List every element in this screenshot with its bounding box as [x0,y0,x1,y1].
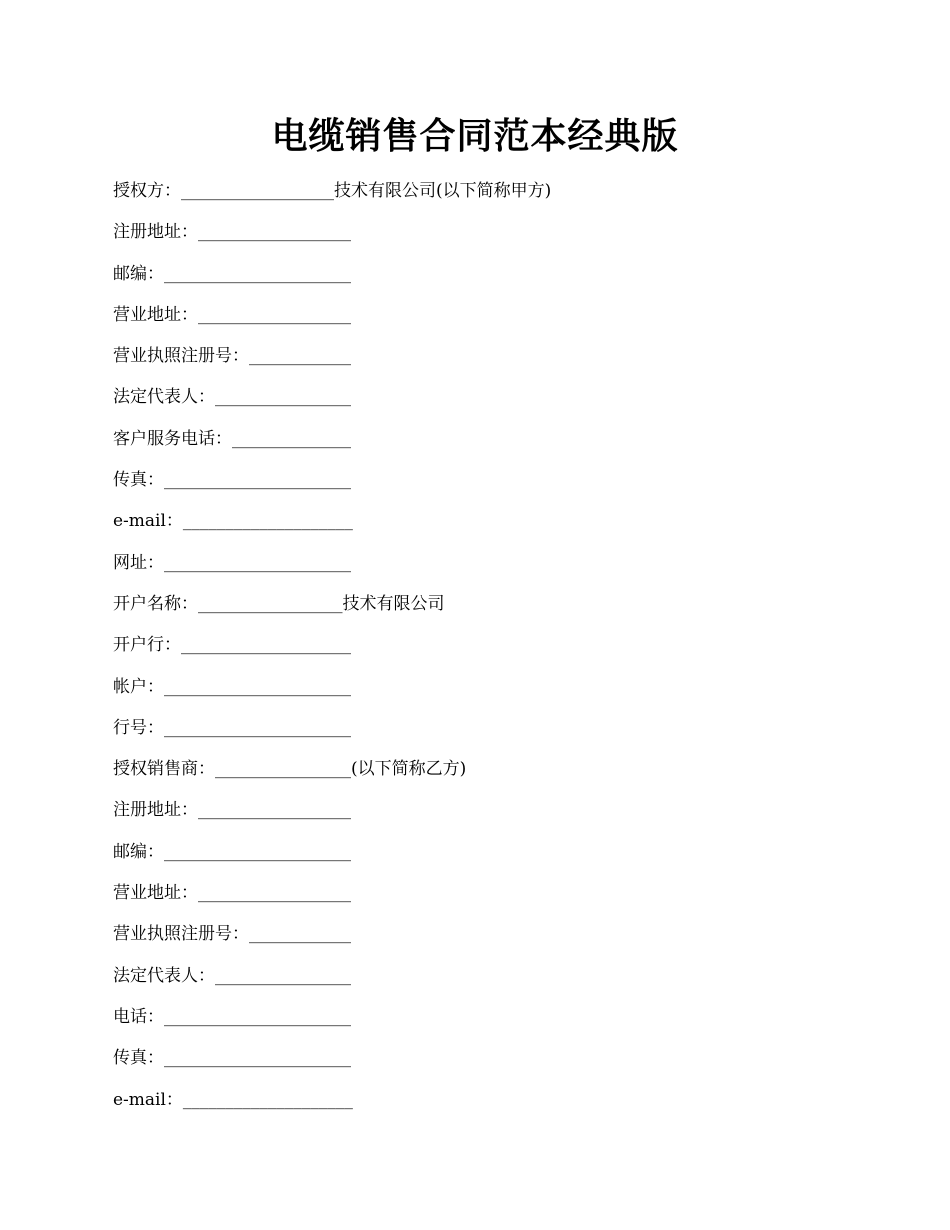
line-distributor-postcode: 邮编：______________________ [113,841,351,862]
line-distributor-email: e-mail：____________________ [113,1089,353,1110]
line-grantor-service-phone: 客户服务电话：______________ [113,428,351,449]
line-distributor-fax: 传真：______________________ [113,1048,351,1069]
document-title: 电缆销售合同范本经典版 [271,115,679,157]
line-grantor: 授权方：__________________技术有限公司(以下简称甲方) [113,181,552,201]
line-grantor-account: 帐户：______________________ [113,676,351,697]
line-grantor-legal-representative: 法定代表人：________________ [113,387,351,408]
line-distributor-business-address: 营业地址：__________________ [113,883,351,904]
line-grantor-fax: 传真：______________________ [113,470,351,491]
line-grantor-postcode: 邮编：______________________ [113,263,351,284]
line-grantor-license-number: 营业执照注册号：____________ [113,346,351,367]
line-distributor: 授权销售商：________________(以下简称乙方) [113,759,467,780]
line-distributor-legal-representative: 法定代表人：________________ [113,965,351,986]
line-grantor-account-name: 开户名称：_________________技术有限公司 [113,593,445,614]
line-grantor-registered-address: 注册地址：__________________ [113,222,351,243]
line-grantor-bank: 开户行：____________________ [113,635,351,656]
line-grantor-bank-code: 行号：______________________ [113,717,351,738]
line-grantor-business-address: 营业地址：__________________ [113,304,351,325]
line-distributor-registered-address: 注册地址：__________________ [113,800,351,821]
contract-party-info [113,176,873,1126]
line-distributor-license-number: 营业执照注册号：____________ [113,924,351,945]
line-grantor-website: 网址：______________________ [113,552,351,573]
line-grantor-email: e-mail：____________________ [113,511,353,532]
line-distributor-phone: 电话：______________________ [113,1006,351,1027]
